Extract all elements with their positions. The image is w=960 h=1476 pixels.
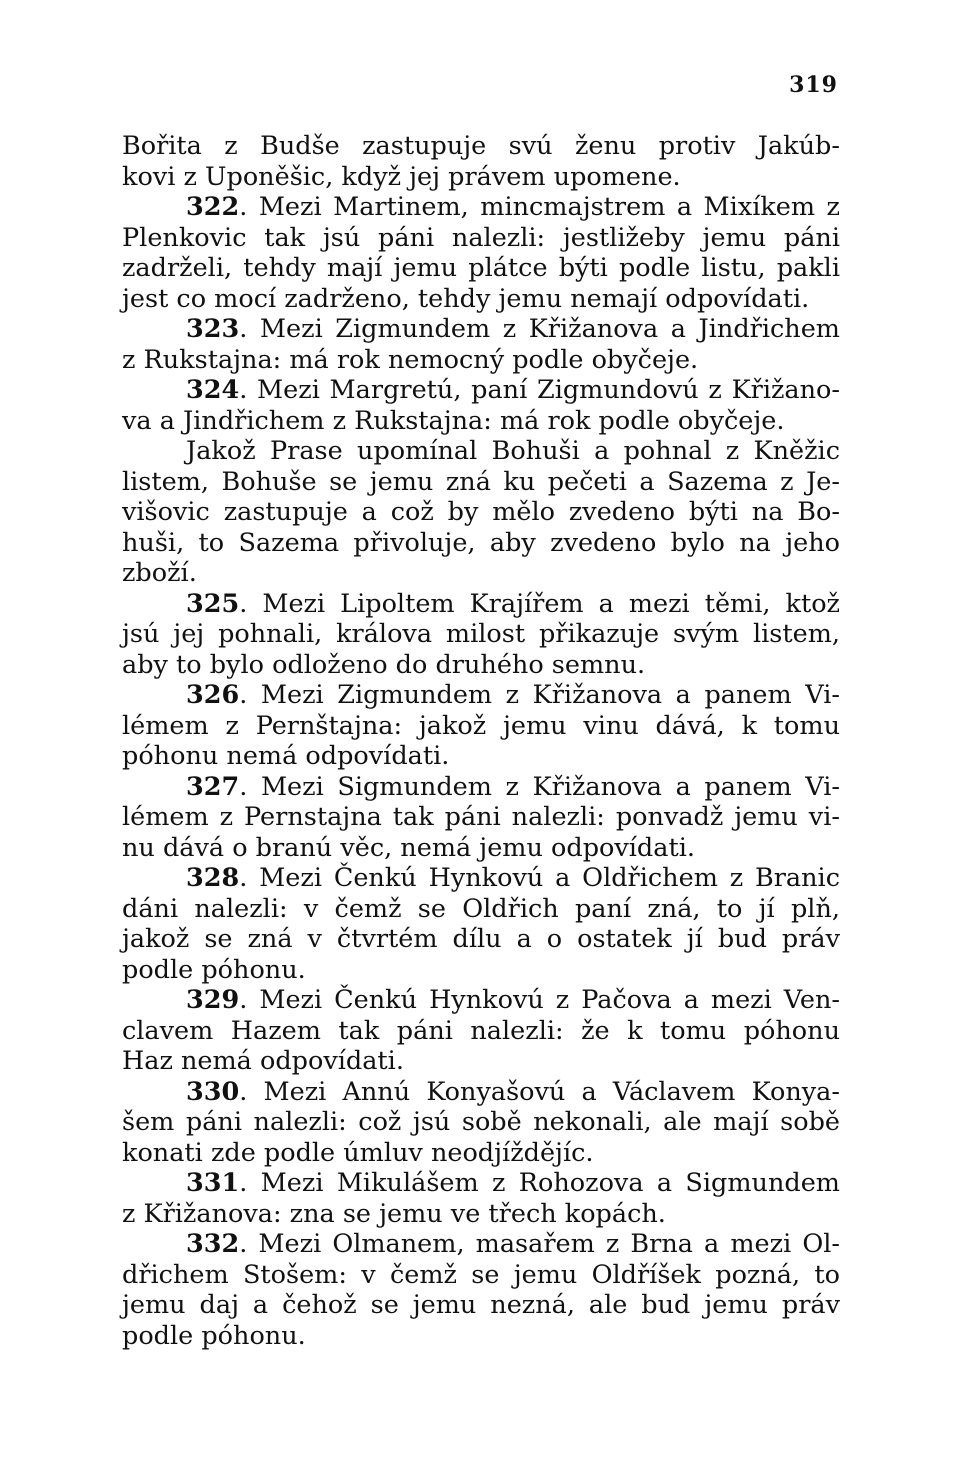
text-line (122, 802, 840, 833)
text-line (122, 345, 840, 376)
paragraph-start-line (122, 436, 840, 467)
line-text: . Mezi Martinem, mincmajstrem a Mixíkem z (239, 192, 840, 222)
text-line (122, 833, 840, 864)
text-line (122, 1290, 840, 1321)
text-line (122, 650, 840, 681)
line-text: huši, to Sazema přivoluje, aby zvedeno bylo na jeho (122, 527, 840, 558)
line-text: z Křižanova: zna se jemu ve třech kopách. (122, 1198, 666, 1229)
body-text (122, 131, 840, 1351)
line-text: Haz nemá odpovídati. (122, 1046, 404, 1076)
paragraph-start-line (122, 985, 840, 1016)
entry-number: 330 (186, 1076, 240, 1107)
line-text: jsú jej pohnali, králova milost přikazuje svým listem, (122, 619, 840, 649)
paragraph-start-line (122, 1229, 840, 1260)
text-line (122, 894, 840, 925)
line-text: Plenkovic tak jsú páni nalezli: jestližeby jemu páni (122, 222, 840, 253)
entry-number: 331 (186, 1168, 240, 1198)
text-line (122, 162, 840, 193)
line-text: clavem Hazem tak páni nalezli: že k tomu póhonu (122, 1015, 840, 1046)
line-text: zadrželi, tehdy mají jemu plátce býti podle listu, pakli (122, 253, 840, 283)
line-text: . Mezi Čenkú Hynkovú a Oldřichem z Branic (239, 863, 840, 893)
text-line (122, 619, 840, 650)
text-line (122, 1046, 840, 1077)
text-line (122, 924, 840, 955)
line-text: . Mezi Čenkú Hynkovú z Pačova a mezi Ven- (239, 985, 840, 1015)
text-line (122, 1138, 840, 1169)
paragraph-start-line (122, 589, 840, 620)
line-text: podle póhonu. (122, 954, 306, 985)
line-text: dáni nalezli: v čemž se Oldřich paní zná, to jí plň, (122, 893, 840, 924)
line-text: konati zde podle úmluv neodjíždějíc. (122, 1137, 594, 1168)
entry-number: 329 (186, 985, 240, 1015)
line-text: . Mezi Margretú, paní Zigmundovú z Křižano- (239, 375, 840, 405)
line-text: . Mezi Zigmundem z Křižanova a Jindřichem (239, 314, 840, 344)
text-line (122, 406, 840, 437)
text-line (122, 284, 840, 315)
paragraph-start-line (122, 375, 840, 406)
text-line (122, 711, 840, 742)
paragraph-start-line (122, 863, 840, 894)
text-line (122, 1321, 840, 1352)
text-line (122, 528, 840, 559)
entry-number: 328 (186, 863, 240, 893)
line-text: . Mezi Lipoltem Krajířem a mezi těmi, ktož (239, 588, 840, 619)
paragraph-start-line (122, 1168, 840, 1199)
line-text: višovic zastupuje a což by mělo zvedeno býti na Bo- (122, 497, 840, 527)
line-text: podle póhonu. (122, 1320, 306, 1351)
line-text: jakož se zná v čtvrtém dílu a o ostatek jí bud práv (122, 924, 840, 954)
line-text: dřichem Stošem: v čemž se jemu Oldříšek pozná, to (122, 1259, 840, 1290)
line-text: jemu daj a čehož se jemu nezná, ale bud jemu práv (122, 1290, 840, 1320)
line-text: z Rukstajna: má rok nemocný podle obyčeje. (122, 344, 699, 375)
text-line (122, 223, 840, 254)
entry-number: 327 (186, 771, 240, 802)
text-line (122, 497, 840, 528)
paragraph-start-line (122, 1077, 840, 1108)
entry-number: 332 (186, 1229, 240, 1259)
line-text: . Mezi Annú Konyašovú a Václavem Konya- (239, 1076, 840, 1107)
entry-number: 323 (186, 314, 240, 344)
entry-number: 324 (186, 375, 240, 405)
line-text: lémem z Pernštajna: jakož jemu vinu dává, k tomu (122, 710, 840, 741)
line-text: . Mezi Mikulášem z Rohozova a Sigmundem (239, 1168, 840, 1198)
line-text: aby to bylo odloženo do druhého semnu. (122, 649, 646, 680)
line-text: Jakož Prase upomínal Bohuši a pohnal z Kněžic (186, 436, 840, 466)
paragraph-start-line (122, 314, 840, 345)
line-text: nu dává o branú věc, nemá jemu odpovídati. (122, 832, 695, 863)
text-line (122, 1107, 840, 1138)
line-text: . Mezi Olmanem, masařem z Brna a mezi Ol- (239, 1229, 840, 1259)
line-text: zboží. (122, 558, 197, 588)
line-text: va a Jindřichem z Rukstajna: má rok podle obyčeje. (122, 405, 785, 436)
line-text: Bořita z Budše zastupuje svú ženu protiv Jakúb- (122, 131, 840, 161)
text-line (122, 741, 840, 772)
line-text: listem, Bohuše se jemu zná ku pečeti a Sazema z Je- (122, 466, 840, 497)
line-text: šem páni nalezli: což jsú sobě nekonali, ale mají sobě (122, 1107, 840, 1137)
line-text: . Mezi Zigmundem z Křižanova a panem Vi- (239, 680, 840, 710)
text-line (122, 1016, 840, 1047)
line-text: lémem z Pernstajna tak páni nalezli: ponvadž jemu vi- (122, 802, 840, 832)
paragraph-start-line (122, 192, 840, 223)
text-line (122, 253, 840, 284)
line-text: jest co mocí zadrženo, tehdy jemu nemají odpovídati. (122, 283, 810, 314)
line-text: kovi z Uponěšic, když jej právem upomene. (122, 161, 681, 192)
line-text: póhonu nemá odpovídati. (122, 741, 450, 771)
paragraph-start-line (122, 680, 840, 711)
text-line (122, 955, 840, 986)
text-line (122, 1199, 840, 1230)
line-text: . Mezi Sigmundem z Křižanova a panem Vi- (239, 771, 840, 802)
text-line (122, 467, 840, 498)
text-line (122, 1260, 840, 1291)
paragraph-start-line (122, 772, 840, 803)
entry-number: 326 (186, 680, 240, 710)
entry-number: 322 (186, 192, 240, 222)
text-line (122, 558, 840, 589)
entry-number: 325 (186, 588, 240, 619)
page-number: 319 (789, 72, 838, 98)
text-line (122, 131, 840, 162)
